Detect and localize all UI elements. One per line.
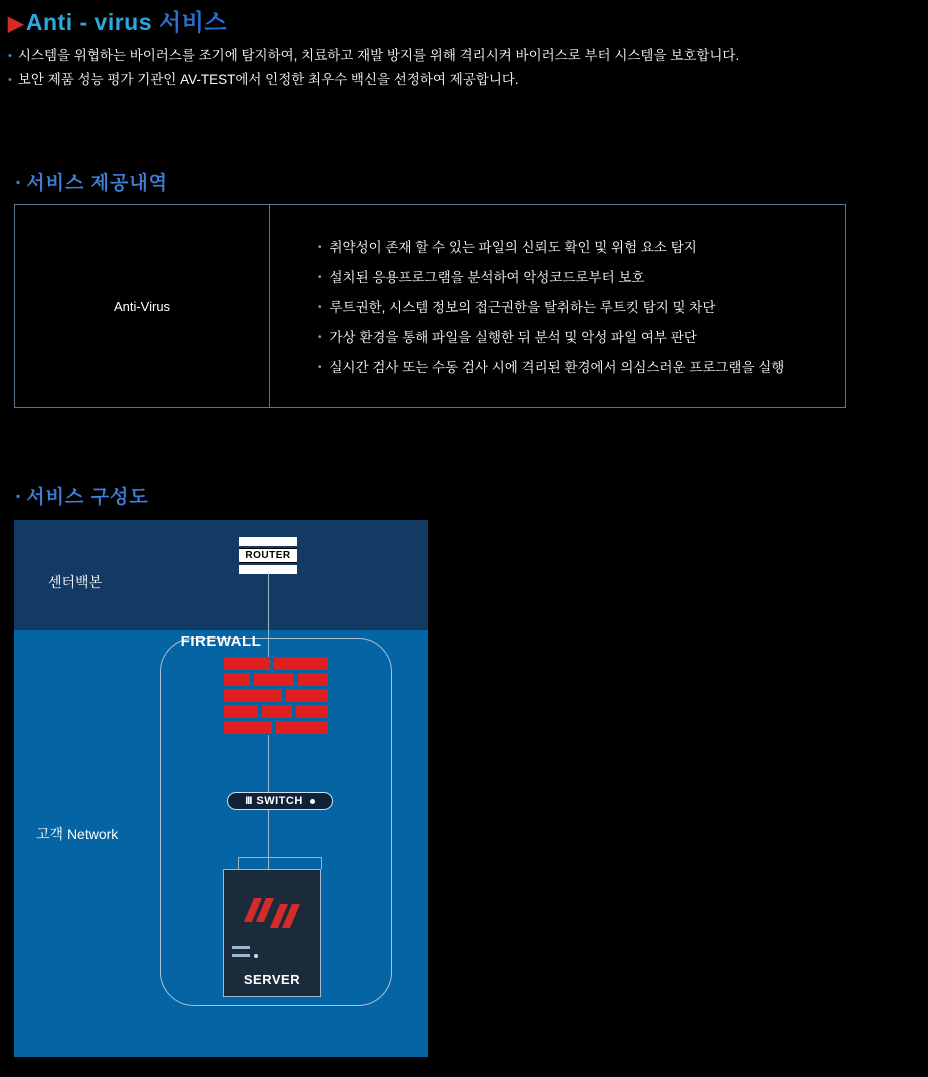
zone-label-customer-network: 고객 Network [36,826,119,842]
firewall-label: FIREWALL [180,633,262,650]
square-marker-icon: ▪ [16,489,22,503]
table-row [318,353,845,383]
service-architecture-diagram [14,520,428,1057]
list-item [8,69,888,91]
av-logo-svg [240,894,304,934]
bullet-icon: • [318,362,322,373]
switch-node [227,792,333,810]
zone-label-backbone: 센터백본 [48,574,103,590]
feature-text: 실시간 검사 또는 수동 검사 시에 격리된 환경에서 의심스러운 프로그램을 실행 [329,360,785,375]
feature-text: 루트권한, 시스템 정보의 접근권한을 탈취하는 루트킷 탐지 및 차단 [329,300,716,315]
page-title [8,4,227,37]
page-title-ko: 서비스 [158,9,228,35]
bullet-icon: • [8,74,12,86]
table-row-label: Anti-Virus [113,298,171,314]
firewall-brick-icon [224,657,328,735]
page-title-en: Anti - virus [25,9,153,35]
router-top-bar [239,537,297,546]
router-node [239,537,297,576]
feature-text: 취약성이 존재 할 수 있는 파일의 신뢰도 확인 및 위험 요소 탐지 [329,240,697,255]
switch-label: SWITCH [256,795,303,807]
table-row [318,233,845,263]
switch-led-icon [310,799,315,804]
table-row [318,263,845,293]
bullet-icon: • [318,302,322,313]
service-table [14,204,846,408]
feature-text: 설치된 응용프로그램을 분석하여 악성코드로부터 보호 [329,270,645,285]
table-row [318,293,845,323]
server-slot [232,946,250,949]
bullet-icon: • [318,332,322,343]
server-slot [232,954,250,957]
link-firewall-switch [268,735,269,792]
antivirus-logo-icon [224,894,320,939]
section-heading-text: 서비스 제공내역 [26,173,169,194]
square-marker-icon: ▪ [16,175,22,189]
intro-bullet-list [8,45,888,93]
feature-text: 가상 환경을 통해 파일을 실행한 뒤 분석 및 악성 파일 여부 판단 [329,330,697,345]
triangle-marker-icon: ▶ [8,13,24,35]
intro-text: 시스템을 위협하는 바이러스를 조기에 탐지하여, 치료하고 재발 방지를 위해 격리시켜 바이러스로 부터 시스템을 보호합니다. [17,48,740,63]
section-heading-diagram [16,482,149,509]
table-row-label-cell [15,205,270,407]
table-row [318,323,845,353]
intro-text: 보안 제품 성능 평가 기관인 AV-TEST에서 인정한 최우수 백신을 선정하여 제공합니다. [17,72,519,87]
list-item [8,45,888,67]
server-label: SERVER [243,972,301,987]
server-node [223,869,321,997]
table-feature-cell [270,205,845,407]
router-label: ROUTER [239,548,297,563]
server-rack-bracket [238,857,322,869]
switch-ports-icon: III [245,795,252,807]
bullet-icon: • [8,50,12,62]
server-led-icon [254,954,258,958]
section-heading-text: 서비스 구성도 [26,487,149,508]
section-heading-provision [16,168,168,195]
bullet-icon: • [318,242,322,253]
bullet-icon: • [318,272,322,283]
